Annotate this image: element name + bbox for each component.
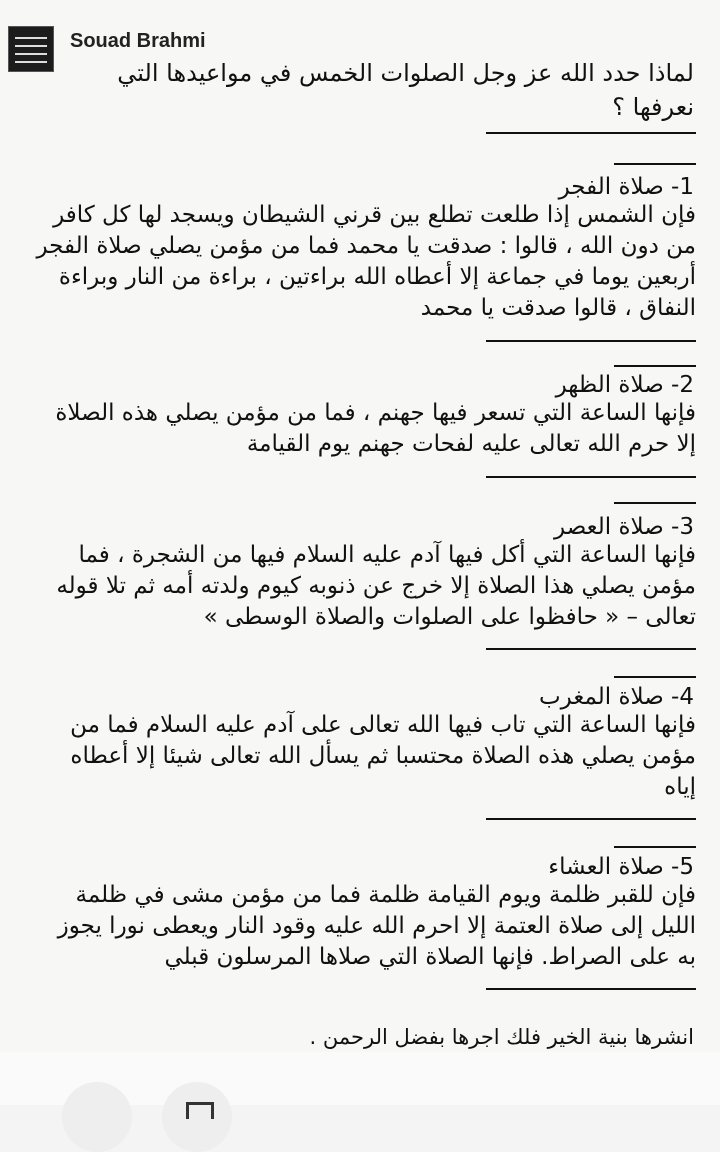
divider	[614, 846, 696, 848]
section-heading: 5- صلاة العشاء	[548, 854, 694, 880]
action-button[interactable]	[62, 1082, 132, 1152]
divider	[486, 132, 696, 134]
section-heading: 4- صلاة المغرب	[539, 684, 694, 710]
divider	[486, 340, 696, 342]
section-text: فإنها الساعة التي تسعر فيها جهنم ، فما من مؤمن يصلي هذه الصلاة إلا حرم الله تعالى عليه لفحات جهنم يوم القيامة	[55, 400, 696, 457]
section-heading: 1- صلاة الفجر	[558, 174, 694, 200]
divider	[486, 648, 696, 650]
divider	[486, 818, 696, 820]
divider	[614, 676, 696, 678]
divider	[486, 476, 696, 478]
section-text: فإن للقبر ظلمة ويوم القيامة ظلمة فما من مؤمن مشى في ظلمة الليل إلى صلاة العتمة إلا احرم الله عليه وقود النار ويعطى نورا يجوز به على الصراط. فإنها الصلاة التي صلاها المرسلون قبلي	[57, 882, 696, 970]
section-heading: 2- صلاة الظهر	[555, 372, 694, 398]
section-text: فإنها الساعة التي أكل فيها آدم عليه السلام فيها من الشجرة ، فما مؤمن يصلي هذا الصلاة إلا خرج عن ذنوبه كيوم ولدته أمه ثم تلا قوله تعالى – « حافظوا على الصلوات والصلاة الوسطى »	[56, 542, 696, 630]
section-text: فإن الشمس إذا طلعت تطلع بين قرني الشيطان ويسجد لها كل كافر من دون الله ، قالوا : صدقت يا محمد فما من مؤمن يصلي صلاة الفجر أربعين يوما في جماعة إلا أعطاه الله براءتين ، براءة من النار وبراءة النفاق ، قالوا صدقت يا محمد	[36, 202, 696, 321]
avatar[interactable]	[8, 26, 54, 72]
post-footer: انشرها بنية الخير فلك اجرها بفضل الرحمن .	[309, 1025, 694, 1049]
share-button[interactable]	[162, 1082, 232, 1152]
section-text: فإنها الساعة التي تاب فيها الله تعالى على آدم عليه السلام فما من مؤمن يصلي هذه الصلاة محتسبا ثم يسأل الله تعالى شيئا إلا أعطاه إياه	[70, 712, 696, 800]
post-question: لماذا حدد الله عز وجل الصلوات الخمس في مواعيدها التي نعرفها ؟	[117, 59, 694, 121]
divider	[614, 502, 696, 504]
divider	[614, 365, 696, 367]
bottom-action-bar	[0, 1052, 720, 1105]
divider	[614, 163, 696, 165]
section-heading: 3- صلاة العصر	[554, 514, 694, 540]
author-name[interactable]: Souad Brahmi	[70, 30, 206, 52]
divider	[486, 988, 696, 990]
